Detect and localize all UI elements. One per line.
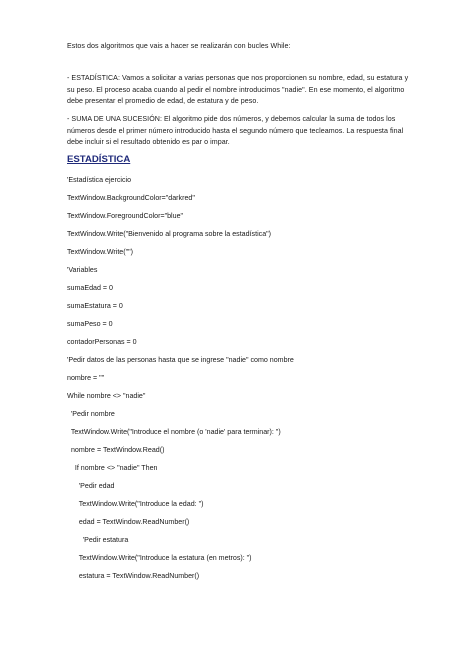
code-line: 'Estadística ejercicio — [67, 176, 132, 184]
code-line: TextWindow.Write("Introduce el nombre (o 'nadie' para terminar): ") — [67, 428, 281, 436]
code-line: 'Pedir datos de las personas hasta que se ingrese "nadie" como nombre — [67, 356, 294, 364]
code-line: sumaEstatura = 0 — [67, 302, 123, 310]
code-line: sumaPeso = 0 — [67, 320, 113, 328]
code-line: TextWindow.ForegroundColor="blue" — [67, 212, 184, 220]
code-line: sumaEdad = 0 — [67, 284, 113, 292]
intro-paragraph: Estos dos algoritmos que vais a hacer se realizarán con bucles While: — [67, 42, 291, 50]
code-line: 'Pedir edad — [67, 482, 115, 490]
code-line: TextWindow.Write("Bienvenido al programa sobre la estadística") — [67, 230, 272, 238]
code-line: 'Pedir nombre — [67, 410, 115, 418]
code-line: nombre = TextWindow.Read() — [67, 446, 165, 454]
code-line: 'Pedir estatura — [67, 536, 129, 544]
code-line: estatura = TextWindow.ReadNumber() — [67, 572, 200, 580]
section-heading: ESTADÍSTICA — [67, 154, 131, 165]
code-line: While nombre <> "nadie" — [67, 392, 146, 400]
code-line: TextWindow.Write("") — [67, 248, 134, 256]
code-line: 'Variables — [67, 266, 98, 274]
sucesion-description: - SUMA DE UNA SUCESIÓN: El algoritmo pide dos números, y debemos calcular la suma de todos los números desde el primer número introducido hasta el segundo número que tecleamos. La respuesta final debe incluir si el resultado obtenido es par o impar. — [67, 115, 404, 147]
code-line: edad = TextWindow.ReadNumber() — [67, 518, 190, 526]
code-line: contadorPersonas = 0 — [67, 338, 137, 346]
code-line: TextWindow.BackgroundColor="darkred" — [67, 194, 195, 202]
code-line: TextWindow.Write("Introduce la estatura (en metros): ") — [67, 554, 252, 562]
code-line: TextWindow.Write("Introduce la edad: ") — [67, 500, 204, 508]
code-line: nombre = "" — [67, 374, 105, 382]
code-line: If nombre <> "nadie" Then — [67, 464, 158, 472]
estadistica-description: - ESTADÍSTICA: Vamos a solicitar a varias personas que nos proporcionen su nombre, edad, su estatura y su peso. El proceso acaba cuando al pedir el nombre introducimos "nadie". En ese momento, el algoritmo debe presentar el promedio de edad, de estatura y de peso. — [67, 74, 409, 106]
